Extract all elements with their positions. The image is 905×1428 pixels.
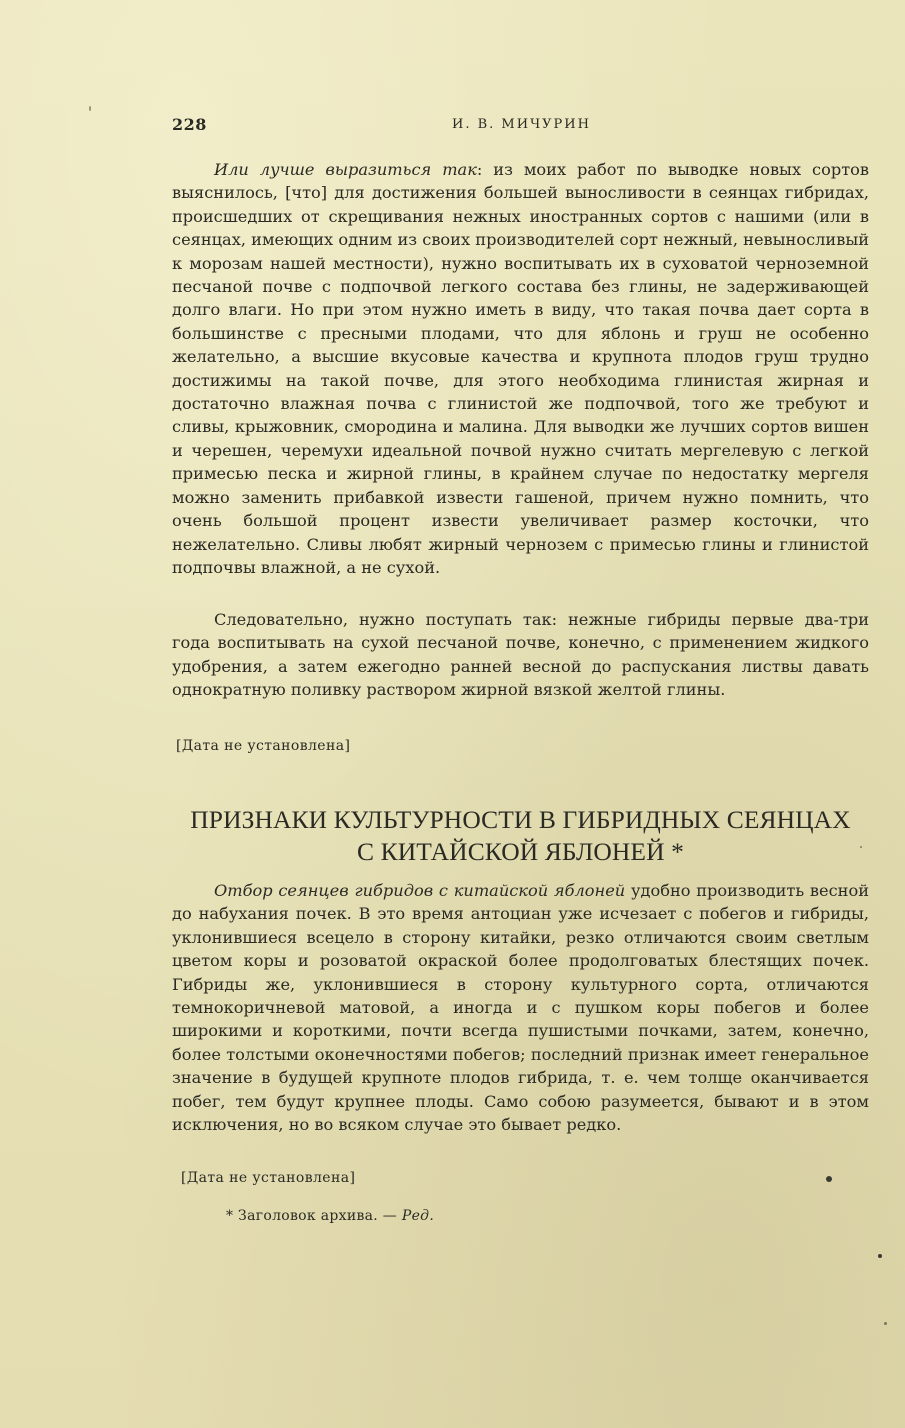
article2-italic-lead: Отбор сеянцев гибридов с китайской яблоней [214, 881, 626, 900]
article2-title [172, 804, 869, 868]
running-head [172, 115, 868, 139]
scan-speck [860, 846, 862, 848]
footnote-text: * Заголовок архива. — [226, 1208, 402, 1224]
scan-speck [89, 106, 91, 111]
article2-title-line-2: С КИТАЙСКОЙ ЯБЛОНЕЙ * [357, 837, 684, 866]
scan-speck [884, 1322, 887, 1325]
article2-date-note: [Дата не установлена] [181, 1170, 356, 1186]
article2-title-line-1: ПРИЗНАКИ КУЛЬТУРНОСТИ В ГИБРИДНЫХ СЕЯНЦАХ [190, 805, 851, 834]
article1-italic-lead: Или лучше выразиться так [214, 160, 477, 179]
footnote [226, 1208, 434, 1224]
article2-paragraph-text: удобно производить весной до набухания почек. В это время антоциан уже исчезает с побегов и гибриды, уклонившиеся всецело в сторону китайки, резко отличаются своим светлым цветом коры и розоватой окраской более продолговатых блестящих почек. Гибриды же, уклонившиеся в сторону культурного сорта, отличаются темнокоричневой матовой, а иногда и с пушком коры побегов и более широкими и короткими, почти всегда пушистыми почками, затем, конечно, более толстыми оконечностями побегов; последний признак имеет генеральное значение в будущей крупноте плодов гибрида, т. е. чем толще оканчивается побег, тем будут крупнее плоды. Само собою разумеется, бывают и в этом исключения, но во всяком случае это бывает редко. [172, 881, 870, 1135]
running-title: И. В. МИЧУРИН [452, 117, 591, 132]
scan-speck [826, 1176, 832, 1182]
footnote-editor-mark: Ред. [401, 1208, 435, 1224]
article2-paragraph [172, 879, 869, 1136]
article1-paragraph-1-text: : из моих работ по выводке новых сортов выяснилось, [что] для достижения большей выносливости в сеянцах гибридах, происшедших от скрещивания нежных иностранных сортов с нашими (или в сеянцах, имеющих одним из своих производителей сорт нежный, невыносливый к морозам нашей местности), нужно воспитывать их в суховатой черноземной песчаной почве с подпочвой легкого состава без глины, не задерживающей долго влаги. Но при этом нужно иметь в виду, что такая почва дает сорта в большинстве с пресными плодами, что для яблонь и груш не особенно желательно, а высшие вкусовые качества и крупнота плодов груш трудно достижимы на такой почве, для этого необходима глинистая жирная и достаточно влажная почва с глинистой же подпочвой, того же требуют и сливы, крыжовник, смородина и малина. Для выводки же лучших сортов вишен и черешен, черемухи идеальной почвой нужно считать мергелевую с легкой примесью песка и жирной глины, в крайнем случае по недостатку мергеля можно заменить прибавкой извести гашеной, причем нужно помнить, что очень большой процент извести увеличивает размер косточки, что нежелательно. Сливы любят жирный чернозем с примесью глины и глинистой подпочвы влажной, а не сухой. [172, 160, 870, 577]
scan-speck [878, 1254, 882, 1258]
article1-date-note: [Дата не установлена] [176, 738, 351, 754]
page-number: 228 [172, 115, 207, 134]
article1-paragraph-2: Следовательно, нужно поступать так: нежные гибриды первые два-три года воспитывать на сухой песчаной почве, конечно, с применением жидкого удобрения, а затем ежегодно ранней весной до распускания листвы давать однократную поливку раствором жирной вязкой желтой глины. [172, 610, 869, 700]
article1-paragraph-1 [172, 158, 869, 579]
